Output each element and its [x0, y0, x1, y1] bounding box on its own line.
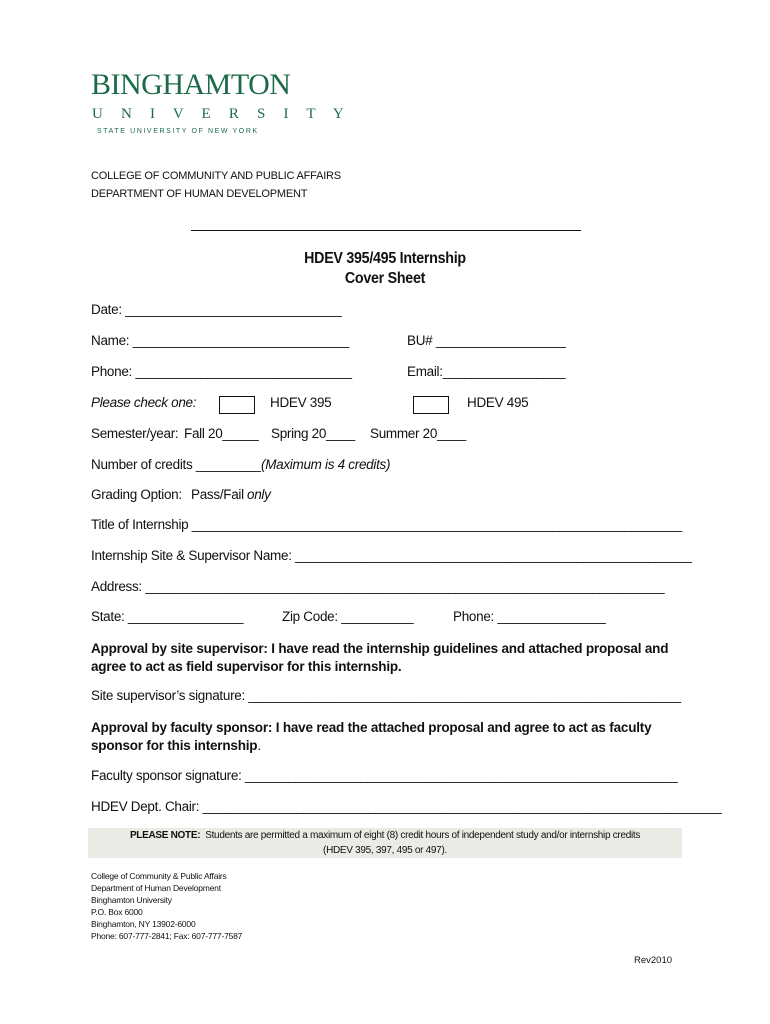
phone-field[interactable]: Phone: ______________________________: [91, 364, 352, 379]
site-signature-field[interactable]: Site supervisor’s signature: ____________________________________________________________: [91, 688, 681, 703]
credits-note: (Maximum is 4 credits): [261, 457, 391, 472]
name-field[interactable]: Name: ______________________________: [91, 333, 349, 348]
note-line1: [88, 830, 682, 841]
form-title: HDEV 395/495 Internship: [304, 250, 466, 267]
address-line: Binghamton University: [91, 895, 172, 905]
address-line: Phone: 607-777-2841; Fax: 607-777-7587: [91, 931, 243, 941]
spring-field[interactable]: Spring 20____: [271, 426, 355, 441]
faculty-approval-period: .: [257, 738, 261, 753]
department-name: DEPARTMENT OF HUMAN DEVELOPMENT: [91, 188, 308, 200]
credits-field[interactable]: Number of credits _________: [91, 457, 261, 472]
email-field[interactable]: Email:_________________: [407, 364, 566, 379]
internship-title-field[interactable]: Title of Internship ____________________________________________________________________: [91, 517, 682, 532]
grading-label: Grading Option:: [91, 487, 182, 502]
site-phone-field[interactable]: Phone: _______________: [453, 609, 606, 624]
university-logo-sub: U N I V E R S I T Y: [92, 106, 351, 122]
grading-value: Pass/Fail: [191, 487, 244, 502]
date-field[interactable]: Date: ______________________________: [91, 302, 342, 317]
note-label: PLEASE NOTE:: [129, 830, 201, 841]
address-line: Binghamton, NY 13902-6000: [91, 919, 196, 929]
university-logo-name: BINGHAMTON: [91, 68, 291, 101]
fall-field[interactable]: Fall 20_____: [184, 426, 259, 441]
university-logo-tag: STATE UNIVERSITY OF NEW YORK: [97, 128, 259, 135]
divider-rule: [191, 230, 581, 231]
bu-number-field[interactable]: BU# __________________: [407, 333, 566, 348]
faculty-approval-text: Approval by faculty sponsor: I have read the attached proposal and agree to act as faculty sponsor for this internship: [91, 720, 652, 753]
revision-label: Rev2010: [634, 955, 673, 966]
college-name: COLLEGE OF COMMUNITY AND PUBLIC AFFAIRS: [91, 170, 341, 182]
zip-field[interactable]: Zip Code: __________: [282, 609, 414, 624]
address-line: College of Community & Public Affairs: [91, 871, 227, 881]
site-approval-statement: Approval by site supervisor: I have read the internship guidelines and attached proposal and agree to act as field supervisor for this internship.: [91, 641, 669, 674]
form-subtitle: Cover Sheet: [344, 270, 426, 287]
semester-label: Semester/year:: [91, 426, 179, 441]
faculty-approval-statement: [91, 719, 691, 755]
hdev495-checkbox[interactable]: [413, 396, 449, 414]
address-line: Department of Human Development: [91, 883, 221, 893]
note-line2: (HDEV 395, 397, 495 or 497).: [323, 845, 447, 856]
faculty-signature-field[interactable]: Faculty sponsor signature: ____________________________________________________________: [91, 768, 678, 783]
check-one-label: Please check one:: [91, 395, 197, 410]
address-field[interactable]: Address: ________________________________________________________________________: [91, 579, 665, 594]
dept-chair-field[interactable]: HDEV Dept. Chair: ________________________________________________________________________: [91, 799, 722, 814]
hdev395-label: HDEV 395: [270, 395, 332, 410]
note-text: Students are permitted a maximum of eight (8) credit hours of independent study and/or internship credits: [205, 830, 641, 841]
address-line: P.O. Box 6000: [91, 907, 143, 917]
state-field[interactable]: State: ________________: [91, 609, 244, 624]
grading-only: only: [247, 487, 271, 502]
site-supervisor-field[interactable]: Internship Site & Supervisor Name: _______________________________________________________: [91, 548, 692, 563]
hdev395-checkbox[interactable]: [219, 396, 255, 414]
summer-field[interactable]: Summer 20____: [370, 426, 466, 441]
hdev495-label: HDEV 495: [467, 395, 529, 410]
